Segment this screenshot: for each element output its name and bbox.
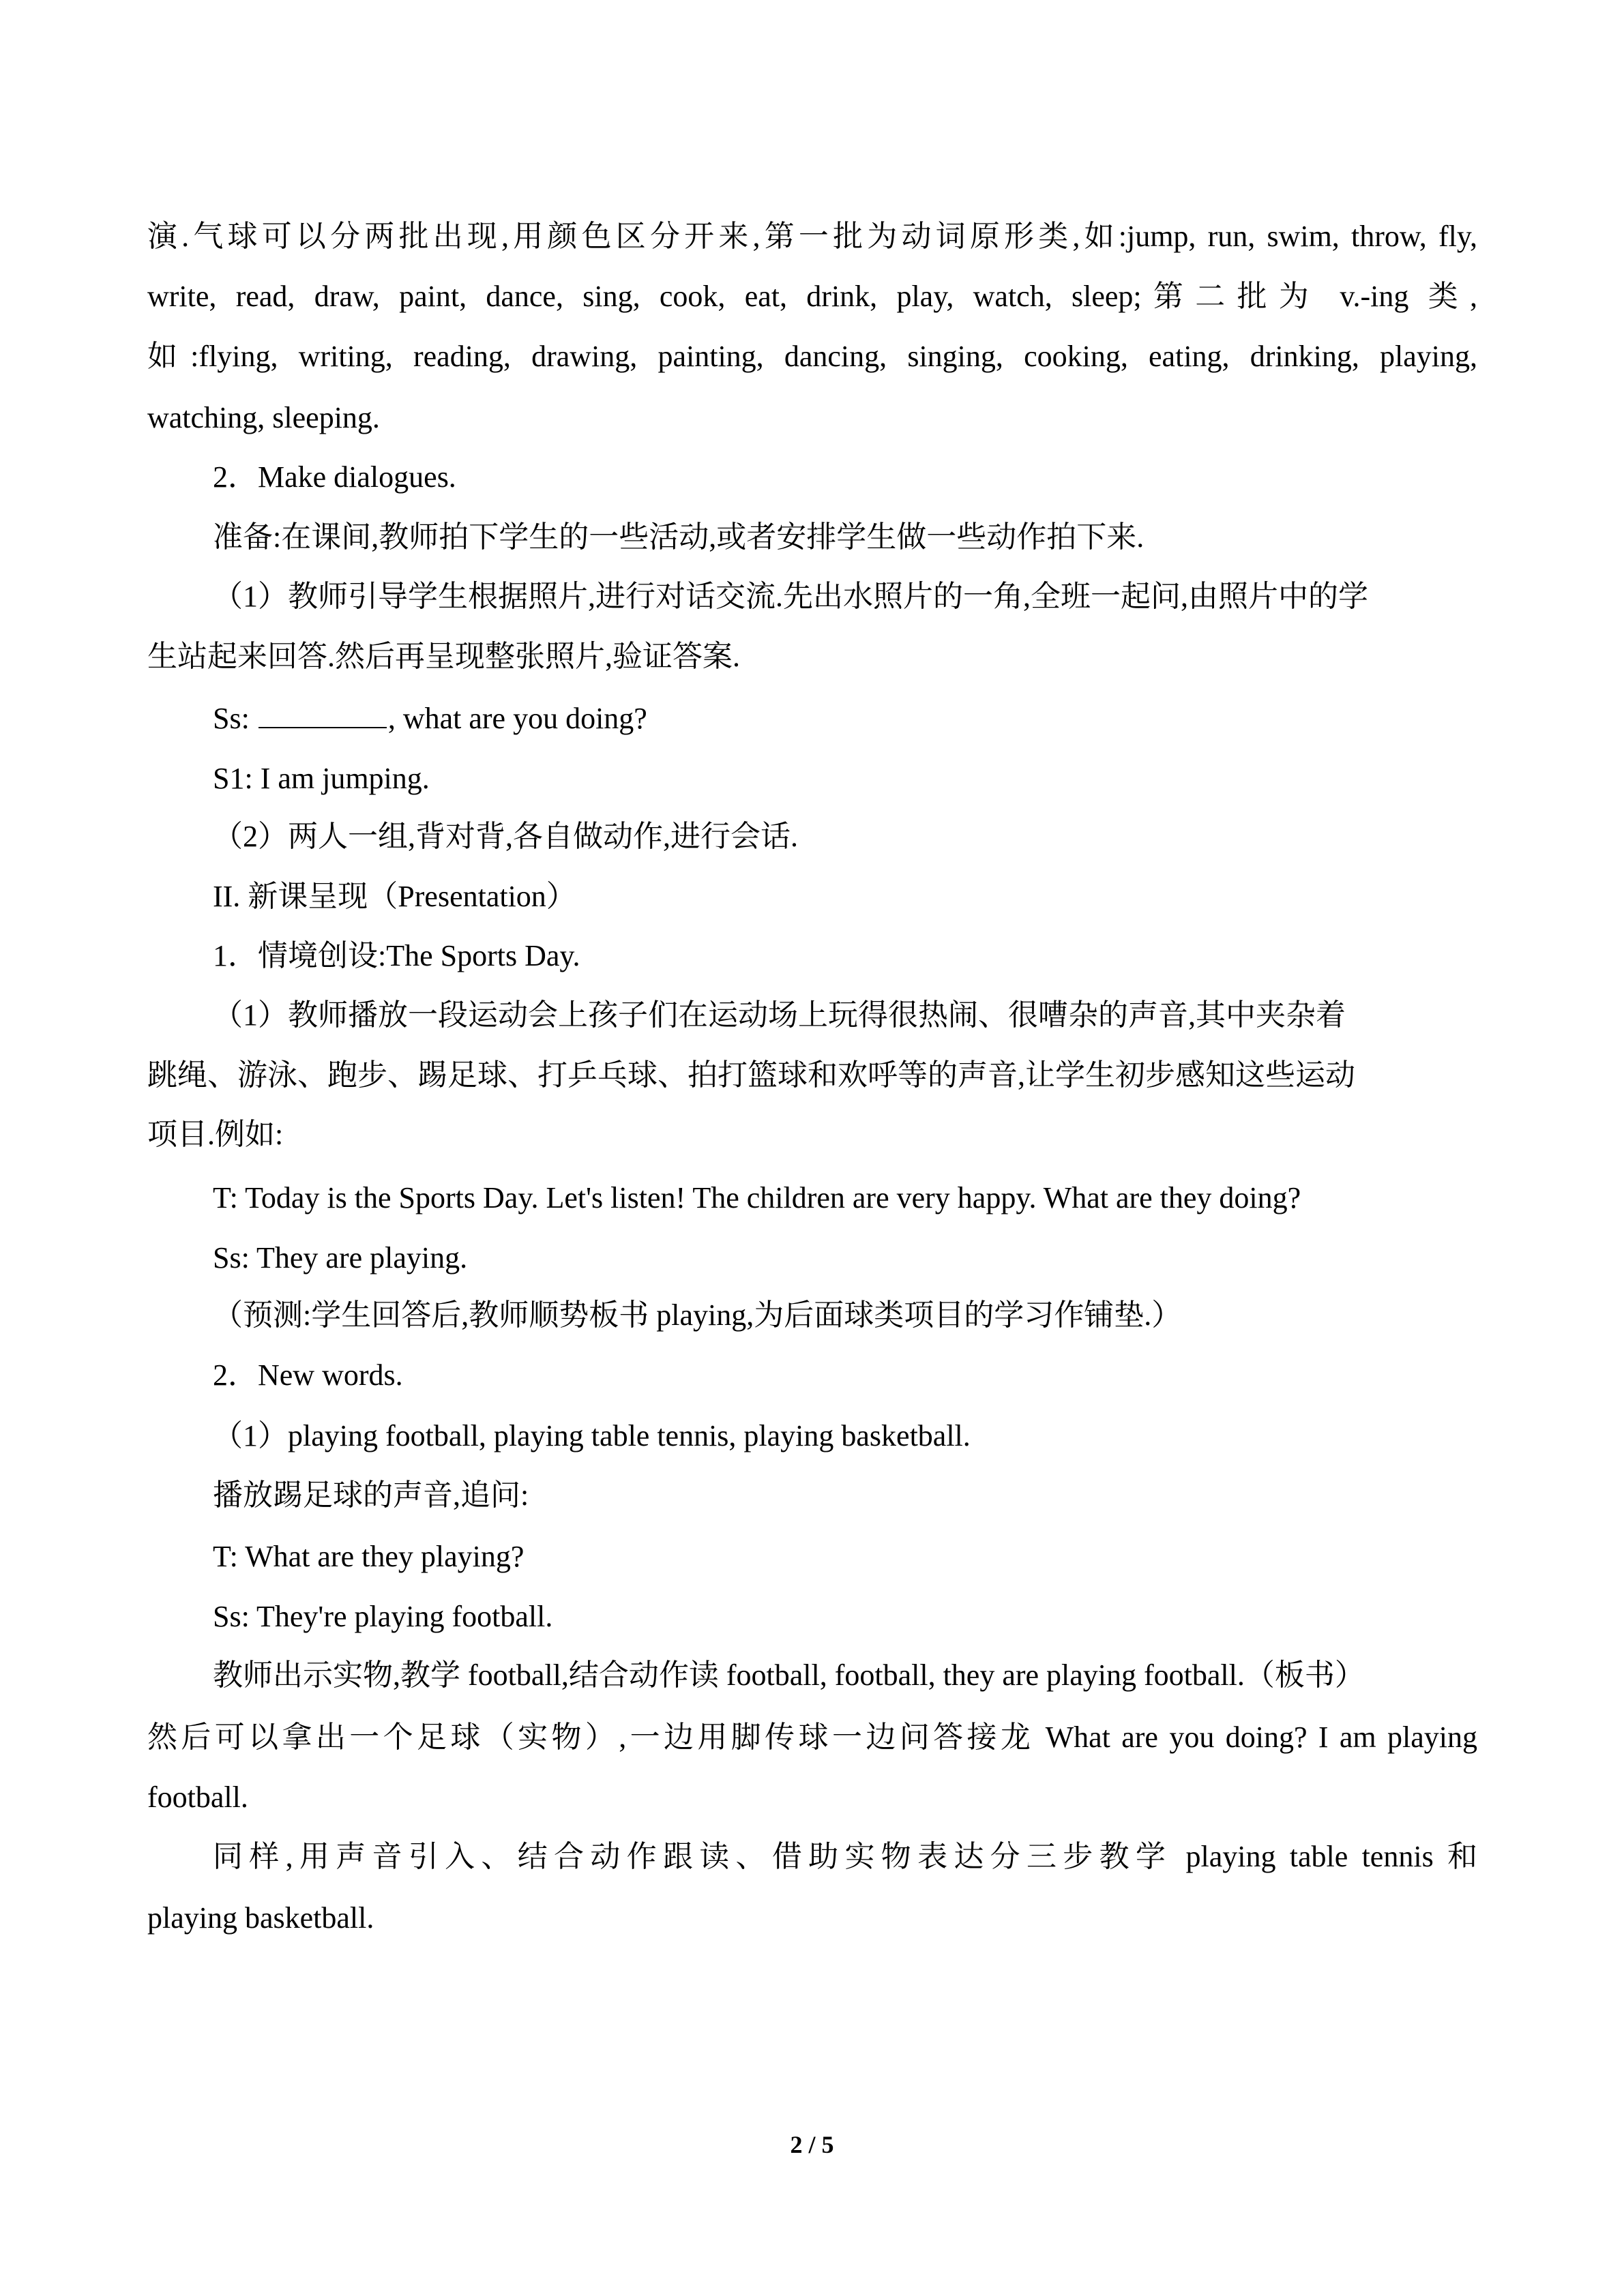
section-heading: 2．Make dialogues. [213, 460, 456, 494]
section-heading: II. 新课呈现（Presentation） [213, 880, 576, 913]
paragraph-line: 同样,用声音引入、结合动作跟读、借助实物表达分三步教学 playing table tennis 和 [213, 1840, 1477, 1873]
paragraph-line: 准备:在课间,教师拍下学生的一些活动,或者安排学生做一些动作拍下来. [213, 520, 1145, 554]
paragraph-line: 演.气球可以分两批出现,用颜色区分开来,第一批为动词原形类,如:jump, run, swim, throw, fly, [147, 220, 1477, 253]
subsection-heading: 1．情境创设:The Sports Day. [213, 939, 580, 972]
dialogue-line: T: Today is the Sports Day. Let's listen! The children are very happy. What are they doing? [213, 1181, 1301, 1214]
paragraph-line: （1）教师播放一段运动会上孩子们在运动场上玩得很热闹、很嘈杂的声音,其中夹杂着 [213, 998, 1346, 1032]
paragraph-line: （预测:学生回答后,教师顺势板书 playing,为后面球类项目的学习作铺垫.） [213, 1298, 1182, 1332]
dialogue-line: Ss: They're playing football. [213, 1600, 553, 1633]
paragraph-line: playing basketball. [147, 1901, 374, 1935]
dialogue-line: S1: I am jumping. [213, 762, 430, 795]
paragraph-line: 生站起来回答.然后再呈现整张照片,验证答案. [147, 640, 740, 673]
dialogue-text: , what are you doing? [387, 702, 647, 735]
fill-in-blank [259, 701, 387, 728]
subsection-heading: 2．New words. [213, 1358, 403, 1392]
dialogue-line: Ss: They are playing. [213, 1241, 468, 1274]
paragraph-line: 播放踢足球的声音,追问: [213, 1478, 529, 1512]
paragraph-line: （1）playing football, playing table tennis, playing basketball. [213, 1419, 971, 1452]
paragraph-line: 如:flying, writing, reading, drawing, painting, dancing, singing, cooking, eating, drinking, playing, [147, 340, 1477, 373]
speaker-label: Ss: [213, 702, 250, 735]
paragraph-line: write, read, draw, paint, dance, sing, cook, eat, drink, play, watch, sleep;第二批为 v.-ing 类, [147, 280, 1477, 313]
paragraph-line: football. [147, 1780, 248, 1814]
dialogue-line [213, 698, 647, 739]
paragraph-line: （1）教师引导学生根据照片,进行对话交流.先出水照片的一角,全班一起问,由照片中的学 [213, 580, 1368, 613]
page-number: 2 / 5 [790, 2131, 834, 2158]
paragraph-line: 然后可以拿出一个足球（实物）,一边用脚传球一边问答接龙 What are you doing? I am playing [147, 1720, 1477, 1754]
paragraph-line: watching, sleeping. [147, 401, 380, 434]
paragraph-line: 项目.例如: [147, 1118, 284, 1151]
paragraph-line: （2）两人一组,背对背,各自做动作,进行会话. [213, 820, 798, 853]
dialogue-line: T: What are they playing? [213, 1540, 525, 1573]
paragraph-line: 教师出示实物,教学 football,结合动作读 football, football, they are playing football.（板书） [213, 1658, 1365, 1692]
paragraph-line: 跳绳、游泳、跑步、踢足球、打乒乓球、拍打篮球和欢呼等的声音,让学生初步感知这些运动 [147, 1058, 1355, 1092]
